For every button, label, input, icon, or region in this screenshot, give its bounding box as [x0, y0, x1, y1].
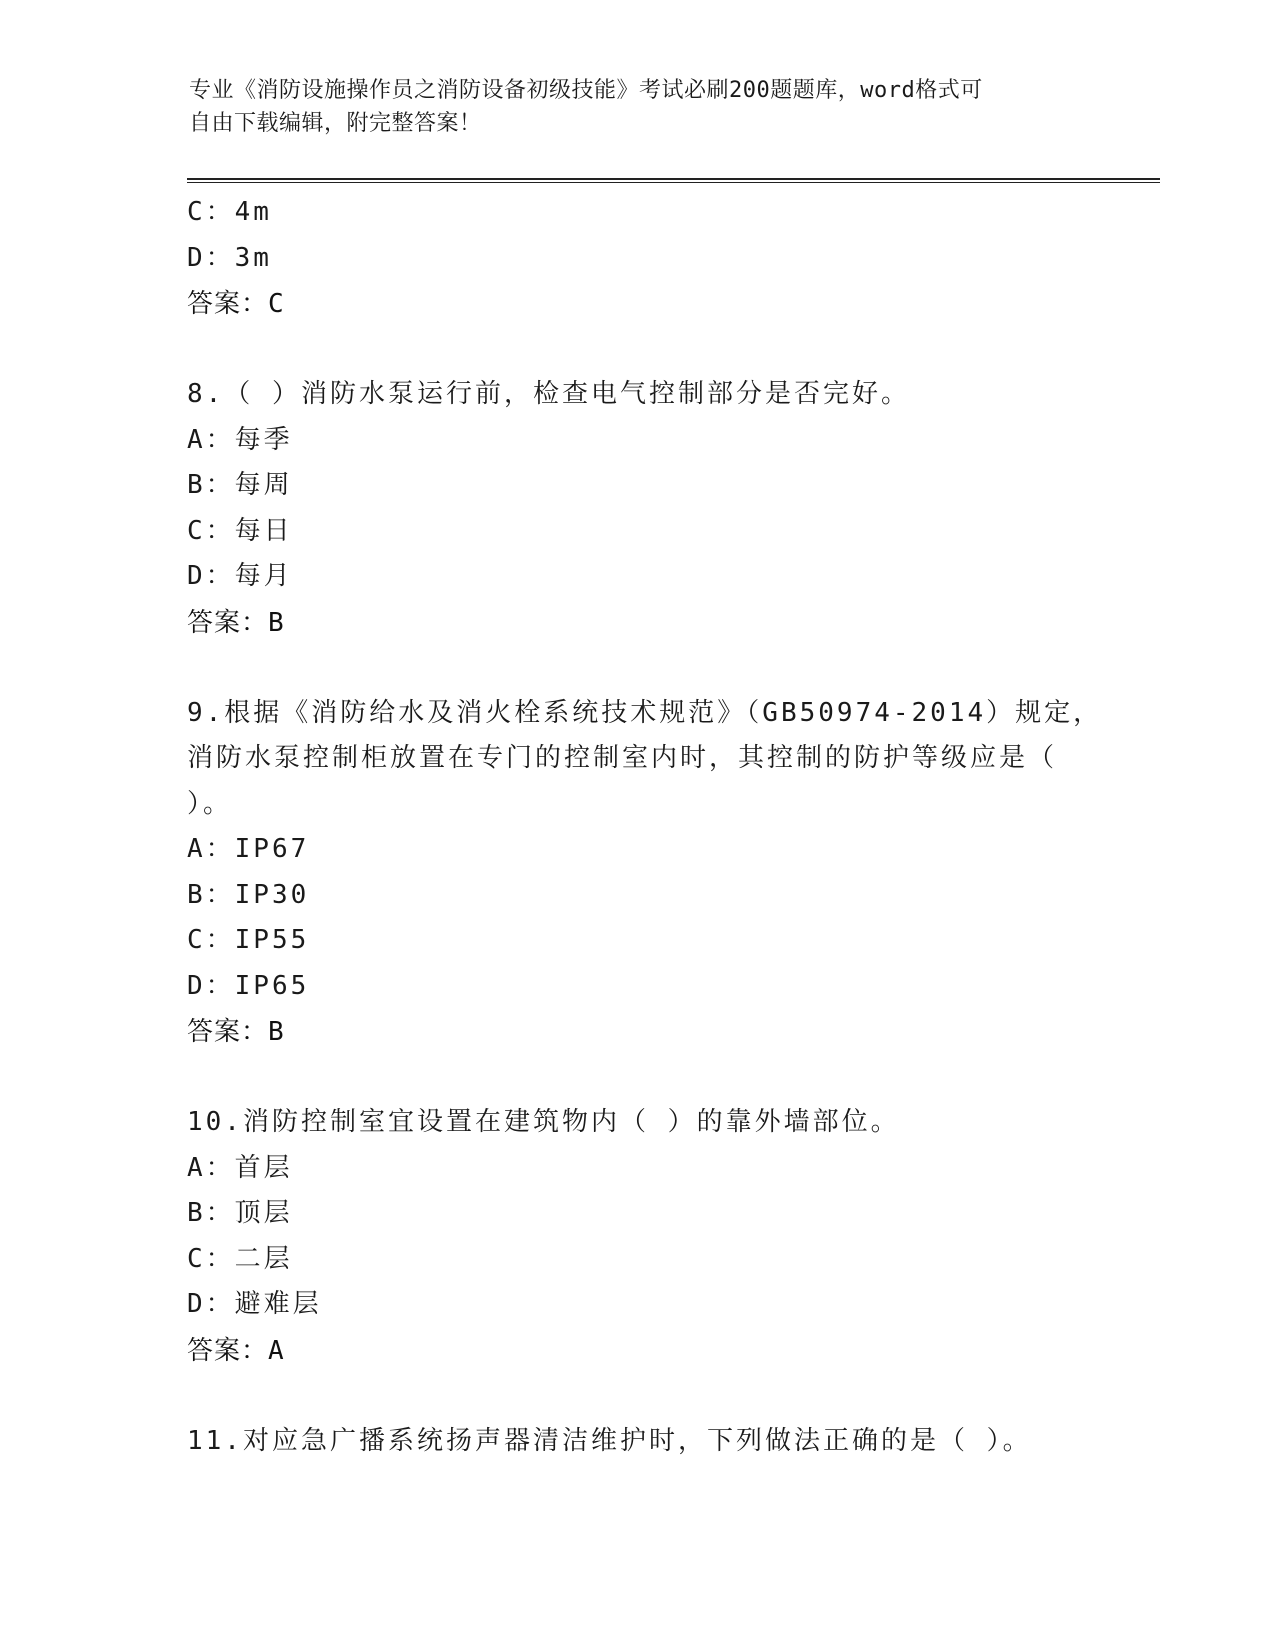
option-d: D：IP65 — [187, 970, 310, 1001]
option-d: D：3m — [187, 242, 272, 273]
header-title-line-2: 自由下载编辑，附完整答案！ — [189, 111, 482, 136]
option-a: A：首层 — [187, 1152, 293, 1183]
question-7-continued — [187, 190, 1087, 327]
header-title-line-1: 专业《消防设施操作员之消防设备初级技能》考试必刷200题题库，word格式可 — [189, 78, 983, 103]
answer-line: 答案：C — [187, 289, 285, 319]
document-body — [187, 190, 1103, 1464]
question-stem: 9.根据《消防给水及消火栓系统技术规范》（GB50974-2014）规定， — [187, 697, 1103, 728]
option-c: C：IP55 — [187, 925, 310, 955]
header-divider-thin — [187, 182, 1160, 183]
option-b: B：顶层 — [187, 1198, 293, 1228]
question-11 — [187, 1419, 1087, 1465]
option-d: D：避难层 — [187, 1289, 322, 1319]
option-b: B：IP30 — [187, 879, 310, 910]
question-stem: 8.（ ）消防水泵运行前，检查电气控制部分是否完好。 — [187, 379, 910, 409]
option-c: C：二层 — [187, 1243, 293, 1274]
option-a: A：IP67 — [187, 834, 310, 864]
answer-line: 答案：A — [187, 1335, 285, 1366]
question-stem: 10.消防控制室宜设置在建筑物内（ ）的靠外墙部位。 — [187, 1107, 900, 1137]
question-stem-continued: 消防水泵控制柜放置在专门的控制室内时，其控制的防护等级应是（ — [187, 743, 1058, 773]
option-d: D：每月 — [187, 561, 293, 591]
question-8 — [187, 372, 1087, 646]
question-9 — [187, 691, 1103, 1056]
option-a: A：每季 — [187, 424, 293, 455]
question-stem: 11.对应急广播系统扬声器清洁维护时，下列做法正确的是（ ）。 — [187, 1425, 1032, 1456]
header-divider — [187, 178, 1160, 180]
question-10 — [187, 1100, 1087, 1374]
option-c: C：每日 — [187, 515, 293, 546]
answer-line: 答案：B — [187, 1017, 285, 1047]
question-stem-continued: ）。 — [187, 788, 233, 819]
option-b: B：每周 — [187, 470, 293, 500]
answer-line: 答案：B — [187, 607, 285, 638]
option-c: C：4m — [187, 197, 272, 227]
page-header — [189, 74, 1089, 140]
